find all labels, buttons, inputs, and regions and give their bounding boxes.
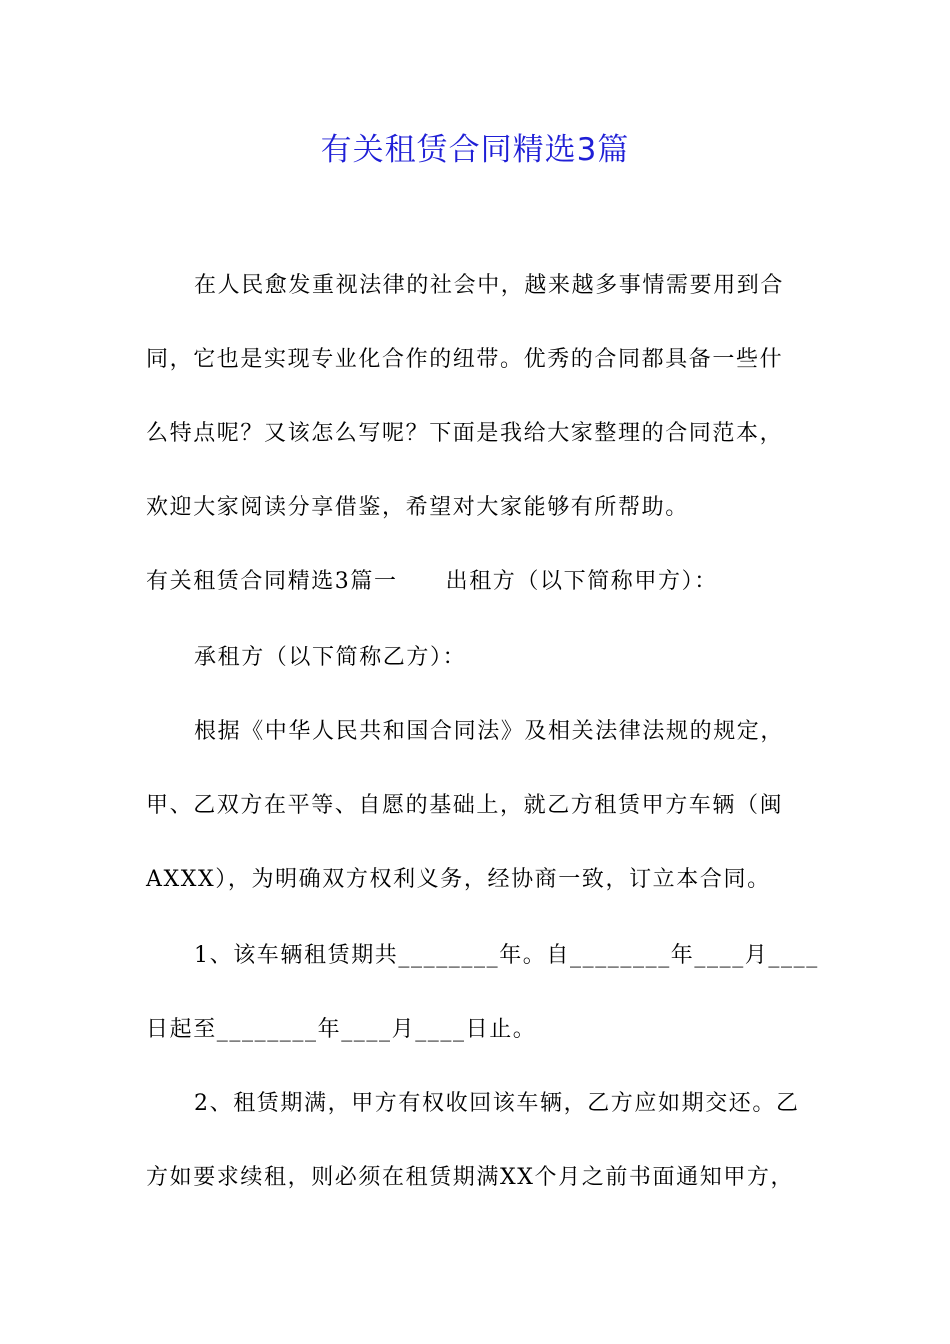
basis-line-1: 根据《中华人民共和国合同法》及相关法律法规的规定， <box>194 719 785 744</box>
intro-line-2: 同，它也是实现专业化合作的纽带。优秀的合同都具备一些什 <box>146 347 784 372</box>
clause1-line-1: 1、该车辆租赁期共________年。自________年____月____ <box>194 943 819 968</box>
intro-line-1: 在人民愈发重视法律的社会中，越来越多事情需要用到合 <box>194 273 785 298</box>
section-heading: 有关租赁合同精选3篇一 <box>146 569 398 594</box>
section-heading-line <box>146 564 718 600</box>
clause1-line-2: 日起至________年____月____日止。 <box>146 1017 537 1042</box>
intro-line-4: 欢迎大家阅读分享借鉴，希望对大家能够有所帮助。 <box>146 495 689 520</box>
basis-line-2: 甲、乙双方在平等、自愿的基础上，就乙方租赁甲方车辆（闽 <box>146 793 784 818</box>
basis-line-3: AXXX），为明确双方权利义务，经协商一致，订立本合同。 <box>146 867 771 892</box>
clause2-line-1: 2、租赁期满，甲方有权收回该车辆，乙方应如期交还。乙 <box>194 1091 800 1116</box>
intro-line-3: 么特点呢？又该怎么写呢？下面是我给大家整理的合同范本， <box>146 421 784 446</box>
document-title: 有关租赁合同精选3篇 <box>320 132 630 168</box>
lessor-label: 出租方（以下简称甲方）： <box>445 569 718 594</box>
clause2-line-2: 方如要求续租，则必须在租赁期满XX个月之前书面通知甲方， <box>146 1165 795 1190</box>
lessee-label: 承租方（以下简称乙方）： <box>194 645 467 670</box>
